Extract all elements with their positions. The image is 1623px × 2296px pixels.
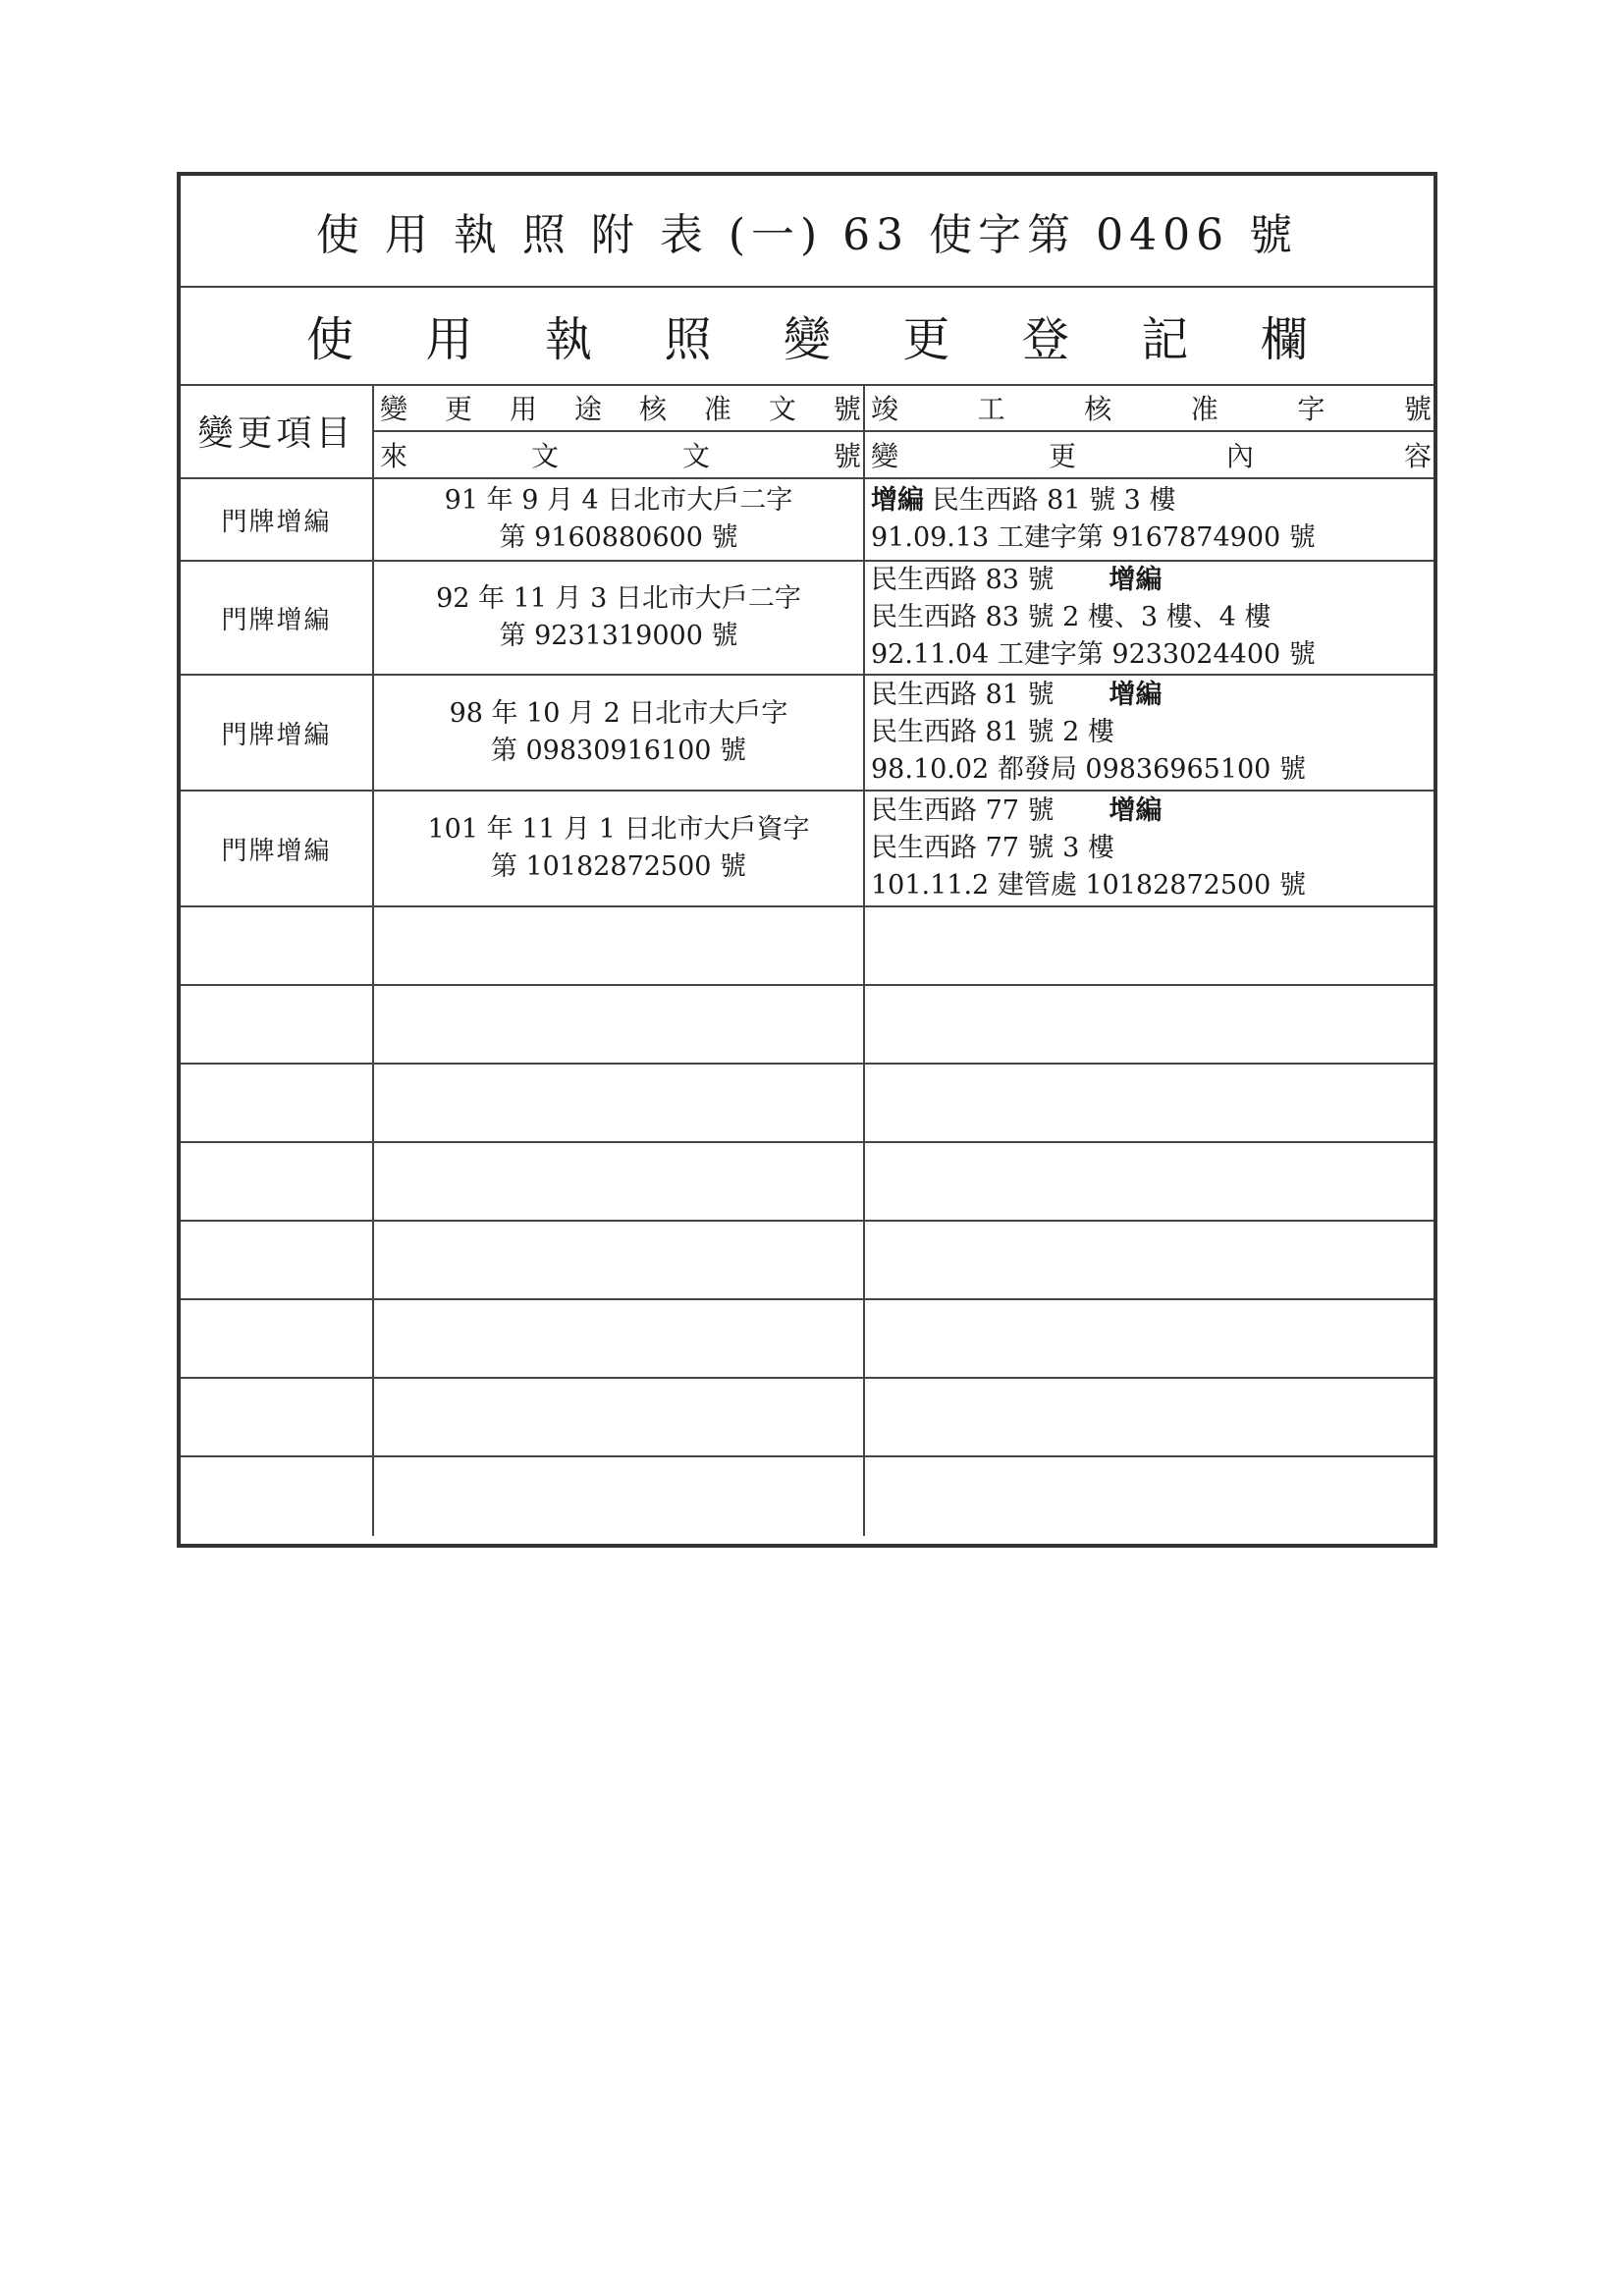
table-header-row-1: [181, 384, 1434, 431]
approval-doc-cell: 91 年 9 月 4 日北市大戶二字 第 9160880600 號: [373, 478, 864, 561]
change-item-cell: 門牌增編: [181, 675, 373, 791]
change-item-cell: 門牌增編: [181, 561, 373, 675]
section-title: [181, 286, 1434, 386]
approval-doc-cell: 98 年 10 月 2 日北市大戶字 第 09830916100 號: [373, 675, 864, 791]
empty-row: [181, 1221, 1434, 1299]
col-header-completion-approval: 竣 工 核 准 字 號: [864, 384, 1434, 431]
col-header-change-content: 變 更 內 容: [864, 431, 1434, 478]
form-title: [181, 176, 1434, 288]
empty-row: [181, 1456, 1434, 1536]
form-title-text: 使 用 執 照 附 表 (一) 63 使字第 0406 號: [315, 210, 1299, 260]
table-row: [181, 561, 1434, 675]
change-content-cell: 民生西路 83 號 增編 民生西路 83 號 2 樓、3 樓、4 樓 92.11.04 工建字第 9233024400 號: [864, 561, 1434, 675]
section-title-text: 使 用 執 照 變 更 登 記 欄: [306, 311, 1308, 367]
table-row: [181, 675, 1434, 791]
change-record-table: [181, 384, 1434, 1536]
empty-row: [181, 1378, 1434, 1456]
approval-doc-cell: 92 年 11 月 3 日北市大戶二字 第 9231319000 號: [373, 561, 864, 675]
change-content-cell: 民生西路 81 號 增編 民生西路 81 號 2 樓 98.10.02 都發局 09836965100 號: [864, 675, 1434, 791]
empty-row: [181, 1142, 1434, 1221]
usage-permit-form: [177, 172, 1437, 1548]
col-header-approval-doc: 變 更 用 途 核 准 文 號: [373, 384, 864, 431]
col-header-change-item: 變更項目: [181, 384, 373, 478]
change-content-cell: 民生西路 77 號 增編 民生西路 77 號 3 樓 101.11.2 建管處 10182872500 號: [864, 791, 1434, 906]
table-row: [181, 791, 1434, 906]
table-row: [181, 478, 1434, 561]
empty-row: [181, 985, 1434, 1064]
approval-doc-cell: 101 年 11 月 1 日北市大戶資字 第 10182872500 號: [373, 791, 864, 906]
change-item-cell: 門牌增編: [181, 791, 373, 906]
empty-row: [181, 1299, 1434, 1378]
empty-row: [181, 906, 1434, 985]
empty-row: [181, 1064, 1434, 1142]
change-item-cell: 門牌增編: [181, 478, 373, 561]
change-content-cell: 增編 民生西路 81 號 3 樓 91.09.13 工建字第 9167874900 號: [864, 478, 1434, 561]
col-header-incoming-doc: 來 文 文 號: [373, 431, 864, 478]
